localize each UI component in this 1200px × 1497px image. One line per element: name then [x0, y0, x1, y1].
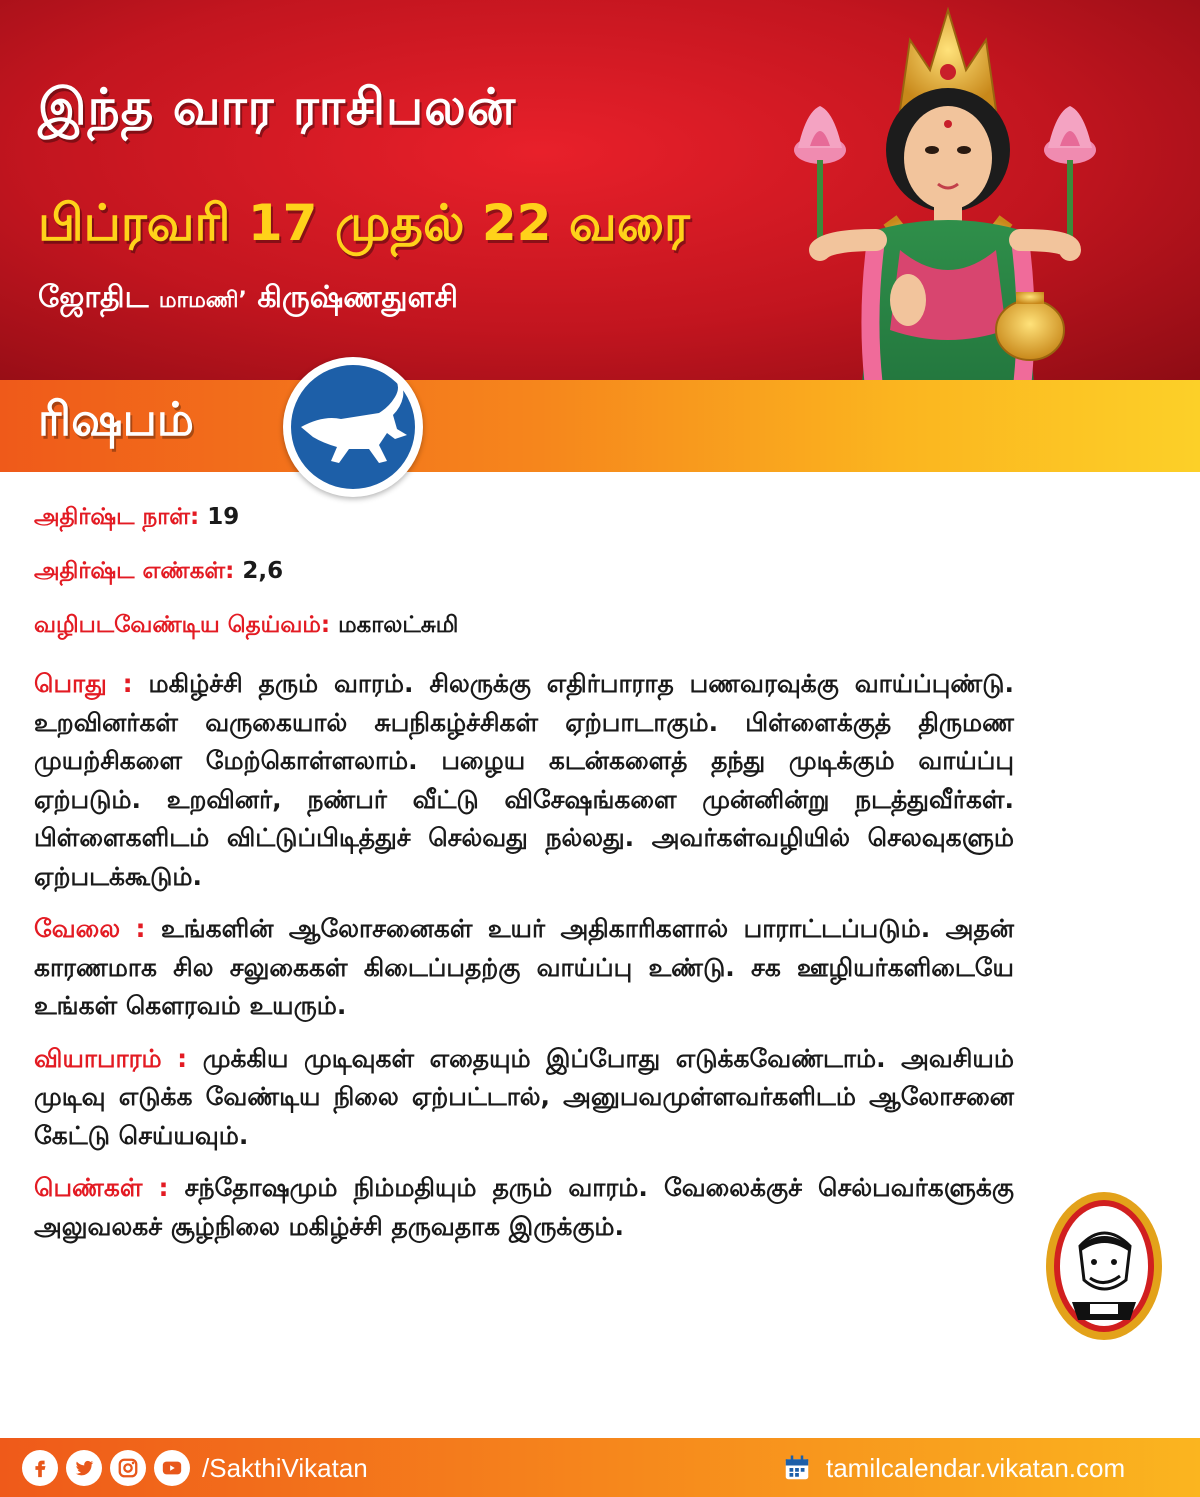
lucky-numbers — [34, 551, 1014, 605]
lucky-day-label: அதிர்ஷ்ட நாள்: — [34, 504, 200, 530]
author-name: கிருஷ்ணதுளசி — [257, 280, 459, 315]
social-links — [22, 1449, 368, 1487]
business-text: முக்கிய முடிவுகள் எதையும் இப்போது எடுக்கவேண்டாம். அவசியம் முடிவு எடுக்க வேண்டிய நிலை ஏற்பட்டால், அனுபவமுள்ளவர்களிடம் ஆலோசனை கேட்டு செய்யவும். — [34, 1043, 1014, 1150]
general-section — [34, 665, 1014, 896]
page-title: இந்த வார ராசிபலன் — [38, 78, 517, 136]
calendar-icon — [782, 1453, 812, 1483]
vikatan-mascot-logo — [1044, 1190, 1164, 1342]
social-handle[interactable]: /SakthiVikatan — [202, 1452, 368, 1483]
author-line — [38, 280, 458, 319]
lucky-numbers-value: 2,6 — [242, 558, 284, 584]
lucky-numbers-label: அதிர்ஷ்ட எண்கள்: — [34, 558, 235, 584]
business-label: வியாபாரம் : — [34, 1043, 188, 1073]
women-label: பெண்கள் : — [34, 1173, 169, 1202]
youtube-icon[interactable] — [154, 1450, 190, 1486]
lucky-day — [34, 497, 1014, 551]
deity — [34, 605, 1014, 659]
lucky-day-value: 19 — [207, 504, 240, 530]
sign-emblem — [283, 357, 423, 497]
horoscope-content — [34, 497, 1014, 1260]
date-range: பிப்ரவரி 17 முதல் 22 வரை — [38, 194, 690, 252]
facebook-icon[interactable] — [22, 1450, 58, 1486]
lotus-right — [1044, 106, 1096, 250]
deity-label: வழிபடவேண்டிய தெய்வம்: — [34, 612, 331, 638]
sign-name: ரிஷபம் — [38, 392, 194, 446]
author-prefix: ஜோதிட — [38, 280, 149, 315]
website-text[interactable]: tamilcalendar.vikatan.com — [826, 1452, 1126, 1483]
work-label: வேலை : — [34, 914, 146, 943]
women-text: சந்தோஷமும் நிம்மதியும் தரும் வாரம். வேலைக்குச் செல்பவர்களுக்கு அலுவலகச் சூழ்நிலை மகிழ்ச்சி தருவதாக இருக்கும். — [34, 1173, 1014, 1241]
twitter-icon[interactable] — [66, 1450, 102, 1486]
deity-value: மகாலட்சுமி — [338, 612, 459, 638]
general-text: மகிழ்ச்சி தரும் வாரம். சிலருக்கு எதிர்பாராத பணவரவுக்கு வாய்ப்புண்டு. உறவினர்கள் வருகையால் சுபநிகழ்ச்சிகள் ஏற்பாடாகும். பிள்ளைக்குத் திருமண முயற்சிகளை மேற்கொள்ளலாம். பழைய கடன்களைத் தந்து முடிக்கும் வாய்ப்பு ஏற்படும். உறவினர், நண்பர் வீட்டு விசேஷங்களை முன்னின்று நடத்துவீர்கள். பிள்ளைகளிடம் விட்டுப்பிடித்துச் செல்வது நல்லது. அவர்கள்வழியில் செலவுகளும் ஏற்படக்கூடும். — [34, 669, 1014, 891]
business-section — [34, 1040, 1014, 1156]
lotus-left — [794, 106, 846, 250]
work-section — [34, 910, 1014, 1026]
general-label: பொது : — [34, 669, 133, 698]
instagram-icon[interactable] — [110, 1450, 146, 1486]
author-title: மாமணி’ — [158, 288, 247, 313]
website-link[interactable] — [782, 1449, 1125, 1487]
bull-icon — [283, 357, 423, 497]
women-section — [34, 1169, 1014, 1246]
work-text: உங்களின் ஆலோசனைகள் உயர் அதிகாரிகளால் பாராட்டப்படும். அதன் காரணமாக சில சலுகைகள் கிடைப்பதற்கு வாய்ப்பு உண்டு. சக ஊழியர்களிடையே உங்கள் கௌரவம் உயரும். — [34, 914, 1014, 1020]
